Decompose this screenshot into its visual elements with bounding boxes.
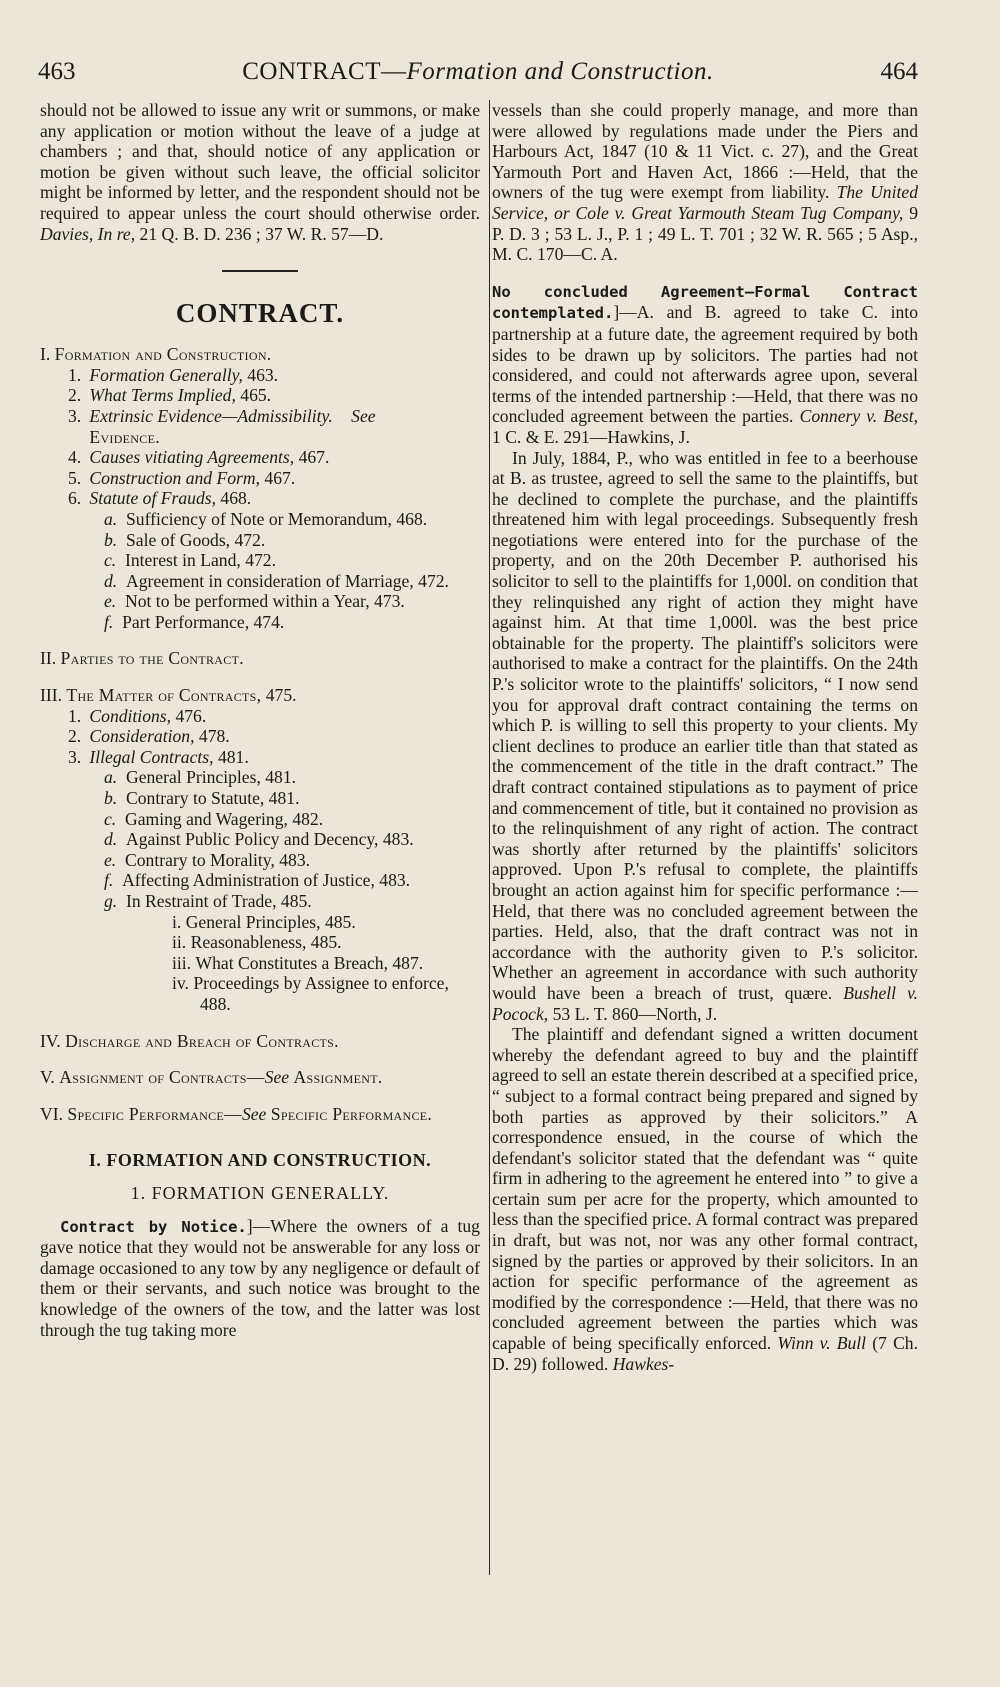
toc-subitem [40,767,480,788]
toc-item [40,468,480,489]
toc-item-num: 1. [68,705,82,726]
toc-subitem-text: Not to be performed within a Year, 473. [125,591,405,612]
toc-item-num: 1. [68,364,82,385]
toc-see: See [351,405,376,426]
no-concluded-head: No concluded Agreement—Formal Contract contemplated. [492,282,918,323]
notice-text: ]—Where the owners of a tug gave notice that they would not be answerable for any loss or damage occasioned to any tow by any negligence or default of them or their servants, and such notice was brought to the knowledge of the owners of the tow, and the latter was lost through the tug taking more [40,1215,480,1340]
winn-paragraph [492,1024,918,1374]
toc-subitem-letter: d. [104,570,118,591]
toc-subitem-letter: c. [104,550,117,571]
bushell-citation: 53 L. T. 860—North, J. [552,1003,718,1024]
running-title: CONTRACT—Formation and Construction. [242,58,714,85]
toc-roman: iv. [172,973,189,994]
intro-case-name: Davies, In re, [40,223,136,244]
toc-part-i [40,344,480,365]
column-divider [489,100,490,1575]
toc-part-num: I. [40,344,51,365]
toc-item [40,706,480,727]
continued-text: vessels than she could properly manage, and more than were allowed by regulations made under the Piers and Harbours Act, 1847 (10 & 11 Vict. c. 27), and the Great Yarmouth Port and Haven Act, 1866 :—Held, that the owners of the tug were exempt from liability. [492,100,918,203]
toc-subitem-letter: e. [104,849,117,870]
section-heading: I. FORMATION AND CONSTRUCTION. [88,1150,432,1171]
toc-subitem-text: General Principles, 481. [126,767,297,788]
toc-part-title: Assignment of Contracts— [59,1067,265,1088]
toc-item-num: 2. [68,726,82,747]
toc-subsubitem-text: General Principles, 485. [185,911,356,932]
toc-roman: ii. [172,932,187,953]
contract-heading: CONTRACT. [175,298,345,329]
toc-part-num: IV. [40,1030,61,1051]
toc-item-title: Construction and Form, [89,467,260,488]
toc-subitem-letter: b. [104,788,118,809]
toc-subsubitem-text: What Constitutes a Breach, 487. [195,952,424,973]
toc-item-page: 467. [264,467,296,488]
intro-text: should not be allowed to issue any writ or summons, or make any application or motion without the leave of a judge at chambers ; and that, should notice of any application or motion be given without such leave, the official solicitor might be informed by letter, and the respondent should not be required to appear unless the court should otherwise order. [40,100,480,223]
toc-subitem-letter: f. [104,611,114,632]
toc-subitem-letter: c. [104,808,117,829]
toc-subitem [40,571,480,592]
toc-item-page: 465. [240,385,272,406]
toc-roman: iii. [172,952,192,973]
toc-item-ref [40,427,480,448]
intro-paragraph [40,100,480,244]
toc-item [40,406,480,427]
left-column [40,100,480,1340]
toc-subitem-text: Sufficiency of Note or Memorandum, 468. [126,508,428,529]
toc-subitem-text: Gaming and Wagering, 482. [125,808,324,829]
toc-item-page: 478. [198,726,230,747]
running-title-main: CONTRACT [242,58,381,85]
toc-subitem [40,829,480,850]
winn-case-name: Winn v. Bull [777,1333,867,1354]
notice-paragraph [40,1216,480,1341]
toc-item-title: Extrinsic Evidence—Admissibility. [89,405,333,426]
continued-case-name: The United Service, or Cole v. Great Yarmouth Steam Tug Company, [492,182,918,223]
toc-part-v [40,1067,480,1088]
toc-subsubitem [40,973,480,1014]
winn-text: The plaintiff and defendant signed a written document whereby the defendant agreed to buy and the plaintiff agreed to sell an estate therein described at a specified price, “ subject to a formal contract being prepared and signed by both parties as approved by their solicitors.” A correspondence ensued, in the course of which the defendant's solicitor stated that the defendant was “ quite firm in adhering to the agreement he entered into ” to give a certain sum per acre for the property, which amounted to less than the specified price. A formal contract was prepared in draft, but was not, nor was any other formal contract, signed by the parties or approved by their solicitors. In an action for specific performance of the agreement as modified by the correspondence :—Held, that there was no concluded agreement between the parties which was capable of being specifically enforced. [492,1024,918,1354]
toc-subitem [40,530,480,551]
toc-item-num: 2. [68,385,82,406]
toc-item-title: Consideration, [89,726,195,747]
table-of-contents [40,344,480,1124]
running-title-italic: Formation and Construction. [406,58,714,85]
toc-subsubitem [40,932,480,953]
toc-item-num: 5. [68,467,82,488]
no-concluded-paragraph [492,281,918,448]
toc-part-page: 475. [265,685,297,706]
toc-subsubitem [40,912,480,933]
toc-see: See [264,1067,290,1088]
toc-part-title: Parties to the Contract. [60,648,244,669]
toc-item-num: 3. [68,405,82,426]
toc-item-title: Causes vitiating Agreements, [89,447,295,468]
toc-subitem-text: Sale of Goods, 472. [126,529,266,550]
toc-subitem [40,612,480,633]
toc-subitem [40,788,480,809]
toc-roman: i. [172,911,182,932]
toc-item-page: 481. [217,746,249,767]
page-number-right: 464 [880,58,918,85]
toc-part-num: III. [40,685,62,706]
toc-part-vi [40,1104,480,1125]
toc-item [40,385,480,406]
toc-subsubitem [40,953,480,974]
toc-subitem-letter: b. [104,529,118,550]
toc-subitem-text: Agreement in consideration of Marriage, 472. [126,570,449,591]
toc-part-iii [40,685,480,706]
toc-item-page: 467. [298,447,330,468]
toc-part-title: The Matter of Contracts, [66,685,262,706]
toc-subitem-text: Affecting Administration of Justice, 483. [122,870,411,891]
toc-part-num: II. [40,648,57,669]
toc-part-num: V. [40,1067,55,1088]
continued-citation: 9 P. D. 3 ; 53 L. J., P. 1 ; 49 L. T. 701 ; 32 W. R. 565 ; 5 Asp., M. C. 170—C. A. [492,202,918,265]
toc-part-ii [40,648,480,669]
toc-item-title: Statute of Frauds, [89,488,216,509]
toc-part-title: Formation and Construction. [54,344,272,365]
toc-subitem [40,550,480,571]
right-column [492,100,918,1374]
toc-subitem-text: In Restraint of Trade, 485. [126,891,312,911]
bushell-text: In July, 1884, P., who was entitled in fee to a beerhouse at B. as trustee, agreed to sell the same to the plaintiffs, but he declined to complete the purchase, and the plaintiffs threatened him with legal proceedings. Subsequently fresh negotiations were entered into for the purchase of the property, and on the 20th December P. authorised his solicitor to sell to the plaintiffs for 1,000l. on condition that they relinquished any right of action they might have against him. At that time 1,000l. was the best price obtainable for the property. The plaintiff's solicitors were authorised to make a contract for the plaintiffs. On the 24th P.'s solicitor wrote to the plaintiffs' solicitors, “ I now send you for approval draft contract containing the terms on which P. is willing to sell this property to your clients. My client declines to produce an earlier title than that stated as the commencement of the title in the draft contract.” The draft contract contained stipulations as to payment of price and commencement of title, but it contained no provision as to the relinquishment of any right of action. The contract was shortly after returned by the plaintiffs' solicitors approved. Upon P.'s refusal to complete, the plaintiffs brought an action against him for specific performance :—Held, that there was no concluded agreement between the parties. Held, also, that the draft contract was not in accordance with the authority given to P.'s solicitor. Whether an agreement in accordance with such authority would have been a breach of trust, quære. [492,447,918,1003]
subsection-heading: 1. FORMATION GENERALLY. [130,1182,390,1203]
toc-subitem-text: Contrary to Morality, 483. [125,849,311,870]
no-concluded-text: ]—A. and B. agreed to take C. into partnership at a future date, the agreement required by both sides to be drawn up by solicitors. The parties had not considered, and could not afterwards agree upon, several terms of the intended partnership :—Held, that there was no concluded agreement between the parties. [492,302,918,427]
toc-part-num: VI. [40,1103,63,1124]
toc-item-title: What Terms Implied, [89,385,236,406]
winn-citation: (7 Ch. D. 29) followed. [492,1333,919,1374]
toc-item-title: Illegal Contracts, [89,746,214,767]
toc-item [40,747,480,768]
no-concluded-citation: 1 C. & E. 291—Hawkins, J. [492,426,690,447]
toc-subitem-letter: f. [104,870,114,891]
bushell-paragraph [492,448,918,1025]
toc-subitem-letter: a. [104,508,118,529]
toc-subitem-text: Part Performance, 474. [122,611,285,632]
intro-citation: 21 Q. B. D. 236 ; 37 W. R. 57—D. [139,223,384,244]
toc-subitem-letter: d. [104,829,118,850]
toc-see-ref: Specific Performance. [270,1103,433,1124]
toc-subitem [40,809,480,830]
toc-see-ref: Evidence. [89,426,160,447]
toc-subitem-text: Interest in Land, 472. [125,550,276,571]
toc-item-page: 463. [247,364,279,385]
page-header [38,58,918,92]
toc-item-title: Conditions, [89,705,172,726]
toc-subitem-text: Against Public Policy and Decency, 483. [126,829,414,850]
toc-subitem [40,509,480,530]
toc-subsubitem-text: Proceedings by Assignee to enforce, 488. [193,973,449,1014]
toc-subitem-letter: e. [104,591,117,612]
toc-subsubitem-text: Reasonableness, 485. [190,932,342,953]
toc-item [40,365,480,386]
toc-item-page: 476. [175,705,207,726]
toc-subitem-letter: a. [104,767,118,788]
toc-see: See [241,1103,267,1124]
notice-head: Contract by Notice. [60,1217,247,1236]
toc-part-iv [40,1031,480,1052]
toc-part-title: Specific Performance— [67,1103,242,1124]
toc-item [40,488,480,509]
toc-subitem [40,591,480,612]
bushell-case-name: Bushell v. Pocock, [492,982,918,1024]
toc-item-title: Formation Generally, [89,364,243,385]
toc-item-num: 3. [68,746,82,767]
toc-subitem [40,891,480,912]
toc-subitem [40,870,480,891]
toc-item-num: 6. [68,488,82,509]
winn-tail: Hawkes- [612,1353,675,1374]
toc-part-title: Discharge and Breach of Contracts. [65,1030,339,1051]
toc-item [40,726,480,747]
toc-subitem-text: Contrary to Statute, 481. [126,788,300,809]
continued-paragraph [492,100,918,265]
toc-item-num: 4. [68,447,82,468]
page-number-left: 463 [38,58,76,85]
no-concluded-case-name: Connery v. Best, [799,406,918,427]
toc-item [40,447,480,468]
toc-subitem-letter: g. [104,891,118,911]
toc-see-ref: Assignment. [293,1067,383,1088]
toc-item-page: 468. [220,488,252,509]
toc-subitem [40,850,480,871]
